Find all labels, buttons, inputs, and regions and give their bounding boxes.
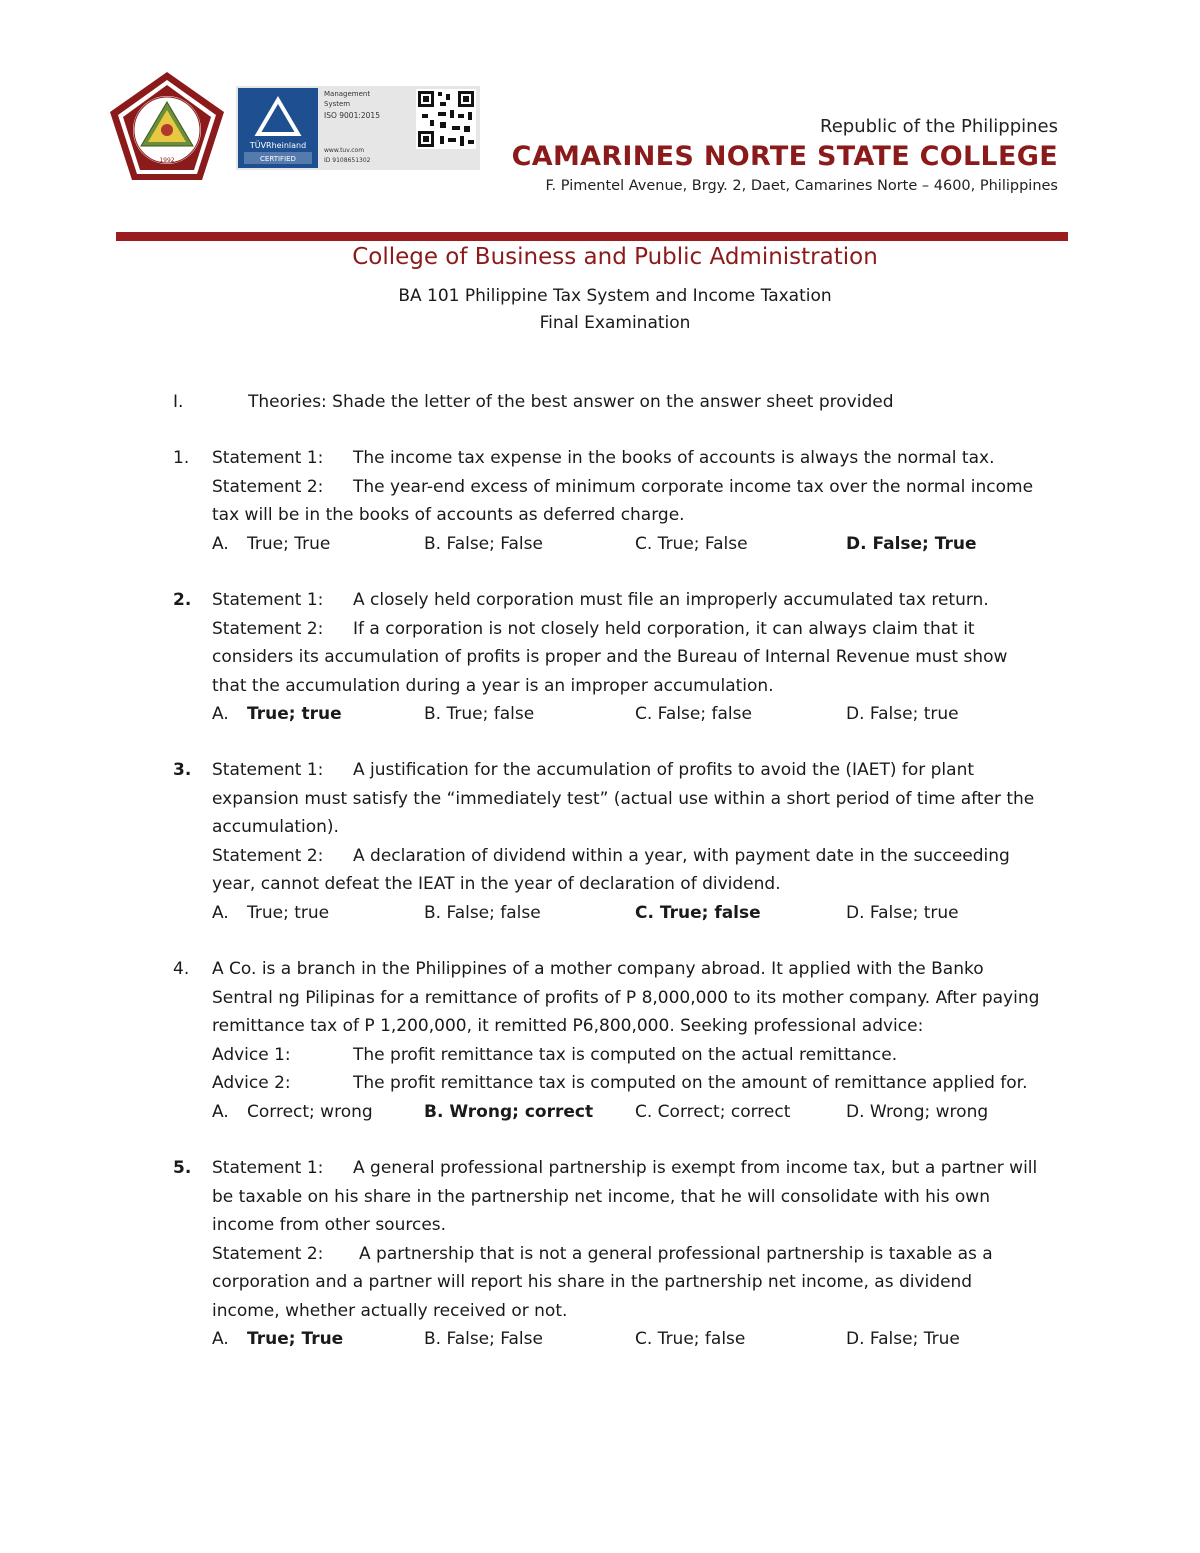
statement-2-text: The year-end excess of minimum corporate income tax over the normal income <box>353 476 1034 497</box>
statement-1-text: A justification for the accumulation of profits to avoid the (IAET) for plant <box>353 760 975 780</box>
statement-1-text: A general professional partnership is exempt from income tax, but a partner will <box>353 1158 1038 1178</box>
qr-code-icon <box>416 89 476 149</box>
statement-2-continued: year, cannot defeat the IEAT in the year of declaration of dividend. <box>212 874 781 894</box>
advice-1-text: The profit remittance tax is computed on the actual remittance. <box>353 1044 898 1065</box>
choice-b[interactable]: B. False; False <box>424 533 543 554</box>
cert-label: CERTIFIED <box>260 155 296 163</box>
statement-1-label: Statement 1: <box>212 760 324 780</box>
exam-title: Final Examination <box>539 313 691 333</box>
cert-line-2: System <box>324 100 351 108</box>
choice-d[interactable]: D. Wrong; wrong <box>846 1101 989 1122</box>
statement-2-label: Statement 2: <box>212 1243 324 1264</box>
statement-2-text: If a corporation is not closely held corporation, it can always claim that it <box>353 618 975 639</box>
choice-c[interactable]: C. False; false <box>635 704 752 724</box>
choice-d[interactable]: D. False; True <box>846 1329 960 1349</box>
statement-1-continued: expansion must satisfy the “immediately test” (actual use within a short period of time after the <box>212 788 1035 809</box>
choice-a[interactable]: A. True; True <box>212 533 331 554</box>
college-address: F. Pimentel Avenue, Brgy. 2, Daet, Camarines Norte – 4600, Philippines <box>545 178 1058 194</box>
question-text-line-2: Sentral ng Pilipinas for a remittance of profits of P 8,000,000 to its mother company. After paying <box>212 987 1040 1008</box>
statement-2-continued-2: income, whether actually received or not. <box>212 1300 568 1321</box>
choice-c[interactable]: C. Correct; correct <box>635 1101 791 1122</box>
answer-choices <box>212 530 1072 559</box>
answer-choices <box>212 1098 1072 1127</box>
choice-c[interactable]: C. True; False <box>635 533 748 554</box>
answer-choices <box>212 1325 1072 1354</box>
college-name: CAMARINES NORTE STATE COLLEGE <box>511 141 1058 172</box>
advice-2-text: The profit remittance tax is computed on the amount of remittance applied for. <box>353 1073 1028 1093</box>
cert-badge: TÜVRheinland <box>249 141 307 150</box>
choice-b[interactable]: B. Wrong; correct <box>424 1101 594 1122</box>
statement-1-continued-2: income from other sources. <box>212 1215 447 1235</box>
statement-1-text: A closely held corporation must file an improperly accumulated tax return. <box>353 590 989 610</box>
statement-1-text: The income tax expense in the books of accounts is always the normal tax. <box>353 448 995 468</box>
statement-2-continued: considers its accumulation of profits is proper and the Bureau of Internal Revenue must show <box>212 647 1008 667</box>
college-seal-icon <box>108 70 226 182</box>
answer-choices <box>212 899 1072 928</box>
page-header <box>0 0 1200 250</box>
header-text <box>512 116 1058 194</box>
question-number: 5. <box>173 1158 192 1178</box>
cert-line-5: ID 9108651302 <box>324 157 371 164</box>
choice-b[interactable]: B. False; False <box>424 1329 543 1349</box>
cert-line-1: Management <box>324 90 371 98</box>
tuv-rheinland-certification-icon <box>236 86 480 170</box>
choice-c[interactable]: C. True; false <box>635 1329 746 1349</box>
choice-d[interactable]: D. False; True <box>846 533 977 554</box>
choice-a[interactable]: A. Correct; wrong <box>212 1101 373 1122</box>
statement-2-text: A partnership that is not a general professional partnership is taxable as a <box>359 1243 993 1264</box>
statement-2-text: A declaration of dividend within a year, with payment date in the succeeding <box>353 845 1010 866</box>
question-text-line-3: remittance tax of P 1,200,000, it remitted P6,800,000. Seeking professional advice: <box>212 1016 924 1036</box>
question-number: 4. <box>173 959 190 979</box>
section-number: I. <box>173 392 184 412</box>
header-divider <box>116 232 1068 241</box>
choice-a[interactable]: A. True; True <box>212 1329 344 1349</box>
question-text-line-1: A Co. is a branch in the Philippines of a mother company abroad. It applied with the Banko <box>212 959 984 979</box>
choice-a[interactable]: A. True; true <box>212 704 342 724</box>
advice-2-label: Advice 2: <box>212 1073 291 1093</box>
republic-line: Republic of the Philippines <box>820 116 1058 137</box>
choice-a[interactable]: A. True; true <box>212 902 330 923</box>
answer-choices <box>212 700 1072 729</box>
seal-year: 1992 <box>159 157 175 164</box>
cert-line-3: ISO 9001:2015 <box>324 111 380 120</box>
statement-2-label: Statement 2: <box>212 618 324 639</box>
department-title: College of Business and Public Administration <box>352 244 878 270</box>
statement-1-label: Statement 1: <box>212 448 324 468</box>
choice-b[interactable]: B. True; false <box>424 704 535 724</box>
statement-1-continued-2: accumulation). <box>212 817 339 837</box>
statement-1-label: Statement 1: <box>212 1158 324 1178</box>
cert-line-4: www.tuv.com <box>324 147 365 154</box>
choice-c[interactable]: C. True; false <box>635 902 761 923</box>
advice-1-label: Advice 1: <box>212 1044 291 1065</box>
statement-2-continued: corporation and a partner will report his share in the partnership net income, as dividend <box>212 1272 973 1292</box>
question-number: 3. <box>173 760 192 780</box>
statement-2-label: Statement 2: <box>212 845 324 866</box>
section-instructions: Theories: Shade the letter of the best answer on the answer sheet provided <box>248 392 894 412</box>
choice-d[interactable]: D. False; true <box>846 704 959 724</box>
statement-2-continued: tax will be in the books of accounts as deferred charge. <box>212 505 685 525</box>
statement-2-label: Statement 2: <box>212 476 324 497</box>
choice-b[interactable]: B. False; false <box>424 902 541 923</box>
question-number: 2. <box>173 590 192 610</box>
question-number: 1. <box>173 448 190 468</box>
statement-2-continued-2: that the accumulation during a year is an improper accumulation. <box>212 675 774 696</box>
statement-1-label: Statement 1: <box>212 590 324 610</box>
choice-d[interactable]: D. False; true <box>846 902 959 923</box>
statement-1-continued: be taxable on his share in the partnership net income, that he will consolidate with his own <box>212 1186 990 1207</box>
course-title: BA 101 Philippine Tax System and Income Taxation <box>398 286 832 306</box>
